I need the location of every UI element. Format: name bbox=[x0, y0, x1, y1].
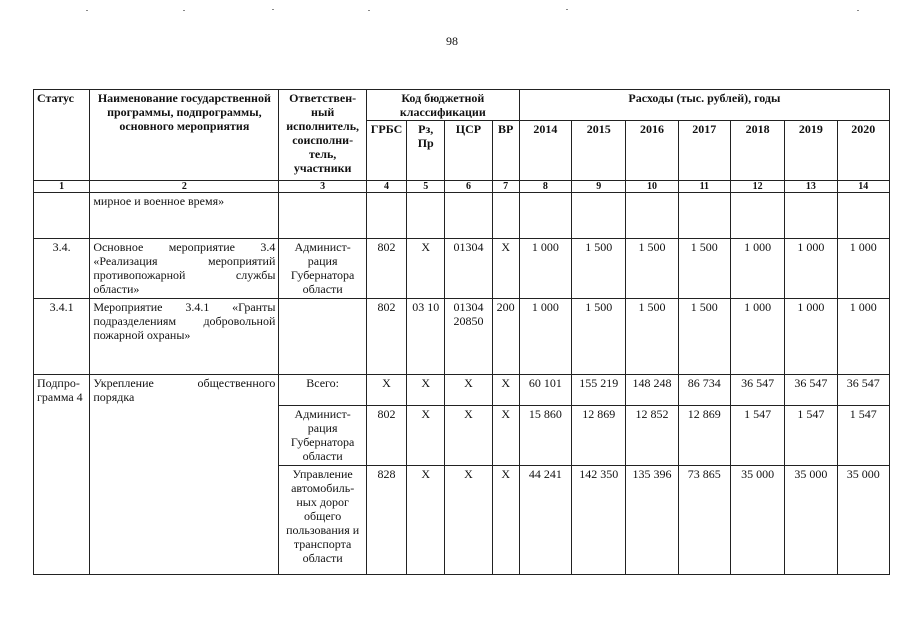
cell-vr: Х bbox=[492, 375, 519, 406]
column-number: 10 bbox=[626, 181, 678, 193]
cell-vr: Х bbox=[492, 466, 519, 575]
cell-value bbox=[785, 193, 837, 239]
cell-value: 12 852 bbox=[626, 406, 678, 466]
cell-csr: Х bbox=[445, 466, 492, 575]
cell-value: 1 500 bbox=[572, 239, 626, 299]
cell-status: 3.4.1 bbox=[34, 299, 90, 375]
cell-value: 12 869 bbox=[572, 406, 626, 466]
table-row bbox=[34, 299, 890, 375]
cell-status bbox=[34, 193, 90, 239]
cell-value: 1 500 bbox=[678, 299, 730, 375]
cell-value: 35 000 bbox=[837, 466, 889, 575]
cell-value: 35 000 bbox=[785, 466, 837, 575]
cell-responsible: Управление автомобиль-ных дорог общего пользования и транспорта области bbox=[279, 466, 367, 575]
cell-vr bbox=[492, 193, 519, 239]
header-rzpr: Рз, Пр bbox=[407, 121, 445, 181]
cell-value: 1 000 bbox=[519, 239, 571, 299]
cell-vr: Х bbox=[492, 406, 519, 466]
scan-speck bbox=[183, 10, 185, 11]
cell-responsible bbox=[279, 299, 367, 375]
cell-rzpr: Х bbox=[407, 466, 445, 575]
cell-value bbox=[572, 193, 626, 239]
cell-value: 1 000 bbox=[785, 239, 837, 299]
cell-value: 12 869 bbox=[678, 406, 730, 466]
cell-value: 1 000 bbox=[730, 239, 784, 299]
cell-grbs: 828 bbox=[366, 466, 406, 575]
cell-csr: 01304 20850 bbox=[445, 299, 492, 375]
table-row bbox=[34, 193, 890, 239]
cell-grbs: 802 bbox=[366, 299, 406, 375]
cell-value: 86 734 bbox=[678, 375, 730, 406]
cell-grbs: Х bbox=[366, 375, 406, 406]
header-row-1 bbox=[34, 90, 890, 121]
header-vr: ВР bbox=[492, 121, 519, 181]
cell-value: 36 547 bbox=[837, 375, 889, 406]
header-status: Статус bbox=[34, 90, 90, 181]
cell-value: 1 000 bbox=[837, 299, 889, 375]
cell-name: Мероприятие 3.4.1 «Гранты подразделениям добровольной пожарной охраны» bbox=[90, 299, 279, 375]
cell-rzpr: Х bbox=[407, 239, 445, 299]
cell-status: 3.4. bbox=[34, 239, 90, 299]
cell-value: 135 396 bbox=[626, 466, 678, 575]
header-year: 2017 bbox=[678, 121, 730, 181]
header-year: 2016 bbox=[626, 121, 678, 181]
cell-value: 1 500 bbox=[626, 239, 678, 299]
column-number: 7 bbox=[492, 181, 519, 193]
header-grbs: ГРБС bbox=[366, 121, 406, 181]
column-number: 5 bbox=[407, 181, 445, 193]
header-year: 2020 bbox=[837, 121, 889, 181]
cell-csr bbox=[445, 193, 492, 239]
scan-speck bbox=[566, 9, 568, 10]
cell-vr: Х bbox=[492, 239, 519, 299]
cell-value: 155 219 bbox=[572, 375, 626, 406]
cell-value: 1 000 bbox=[730, 299, 784, 375]
page-number: 98 bbox=[446, 34, 458, 48]
cell-value: 1 500 bbox=[572, 299, 626, 375]
header-budget-code: Код бюджетной классификации bbox=[366, 90, 519, 121]
budget-table bbox=[33, 89, 890, 575]
cell-value: 60 101 bbox=[519, 375, 571, 406]
header-year: 2014 bbox=[519, 121, 571, 181]
cell-csr: Х bbox=[445, 375, 492, 406]
scan-speck bbox=[272, 9, 274, 10]
header-year: 2018 bbox=[730, 121, 784, 181]
cell-value: 142 350 bbox=[572, 466, 626, 575]
cell-grbs: 802 bbox=[366, 239, 406, 299]
header-year: 2019 bbox=[785, 121, 837, 181]
cell-name: мирное и военное время» bbox=[90, 193, 279, 239]
cell-value: 1 500 bbox=[678, 239, 730, 299]
column-number: 6 bbox=[445, 181, 492, 193]
scan-speck bbox=[86, 10, 88, 11]
column-number: 12 bbox=[730, 181, 784, 193]
cell-value: 35 000 bbox=[730, 466, 784, 575]
cell-value: 1 000 bbox=[519, 299, 571, 375]
cell-value: 1 000 bbox=[837, 239, 889, 299]
cell-rzpr bbox=[407, 193, 445, 239]
cell-rzpr: 03 10 bbox=[407, 299, 445, 375]
column-number: 9 bbox=[572, 181, 626, 193]
cell-vr: 200 bbox=[492, 299, 519, 375]
cell-value: 1 000 bbox=[785, 299, 837, 375]
cell-value: 1 547 bbox=[837, 406, 889, 466]
column-number: 13 bbox=[785, 181, 837, 193]
column-number: 8 bbox=[519, 181, 571, 193]
cell-value: 15 860 bbox=[519, 406, 571, 466]
column-number: 3 bbox=[279, 181, 367, 193]
cell-responsible: Админист-рация Губернатора области bbox=[279, 406, 367, 466]
cell-value bbox=[678, 193, 730, 239]
cell-responsible bbox=[279, 193, 367, 239]
header-expenses: Расходы (тыс. рублей), годы bbox=[519, 90, 889, 121]
header-name: Наименование государственной программы, подпрограммы, основного мероприятия bbox=[90, 90, 279, 181]
cell-responsible: Админист-рация Губернатора области bbox=[279, 239, 367, 299]
column-number: 11 bbox=[678, 181, 730, 193]
cell-name: Укрепление общественного порядка bbox=[90, 375, 279, 575]
cell-value bbox=[730, 193, 784, 239]
cell-value: 1 547 bbox=[785, 406, 837, 466]
cell-value: 36 547 bbox=[730, 375, 784, 406]
cell-value: 1 547 bbox=[730, 406, 784, 466]
cell-grbs: 802 bbox=[366, 406, 406, 466]
cell-value: 1 500 bbox=[626, 299, 678, 375]
column-number-row bbox=[34, 181, 890, 193]
cell-value bbox=[837, 193, 889, 239]
header-responsible: Ответствен-ный исполнитель, соисполни-тель, участники bbox=[279, 90, 367, 181]
cell-csr: 01304 bbox=[445, 239, 492, 299]
table-row bbox=[34, 375, 890, 406]
cell-value: 73 865 bbox=[678, 466, 730, 575]
scan-speck bbox=[857, 10, 859, 11]
cell-rzpr: Х bbox=[407, 406, 445, 466]
scan-speck bbox=[368, 10, 370, 11]
cell-value: 44 241 bbox=[519, 466, 571, 575]
cell-csr: Х bbox=[445, 406, 492, 466]
header-year: 2015 bbox=[572, 121, 626, 181]
header-csr: ЦСР bbox=[445, 121, 492, 181]
table-row bbox=[34, 239, 890, 299]
column-number: 1 bbox=[34, 181, 90, 193]
cell-name: Основное мероприятие 3.4 «Реализация мероприятий противопожарной службы области» bbox=[90, 239, 279, 299]
cell-rzpr: Х bbox=[407, 375, 445, 406]
cell-value: 148 248 bbox=[626, 375, 678, 406]
cell-grbs bbox=[366, 193, 406, 239]
cell-value bbox=[626, 193, 678, 239]
cell-responsible: Всего: bbox=[279, 375, 367, 406]
cell-status: Подпро-грамма 4 bbox=[34, 375, 90, 575]
cell-value: 36 547 bbox=[785, 375, 837, 406]
column-number: 14 bbox=[837, 181, 889, 193]
column-number: 4 bbox=[366, 181, 406, 193]
cell-value bbox=[519, 193, 571, 239]
column-number: 2 bbox=[90, 181, 279, 193]
